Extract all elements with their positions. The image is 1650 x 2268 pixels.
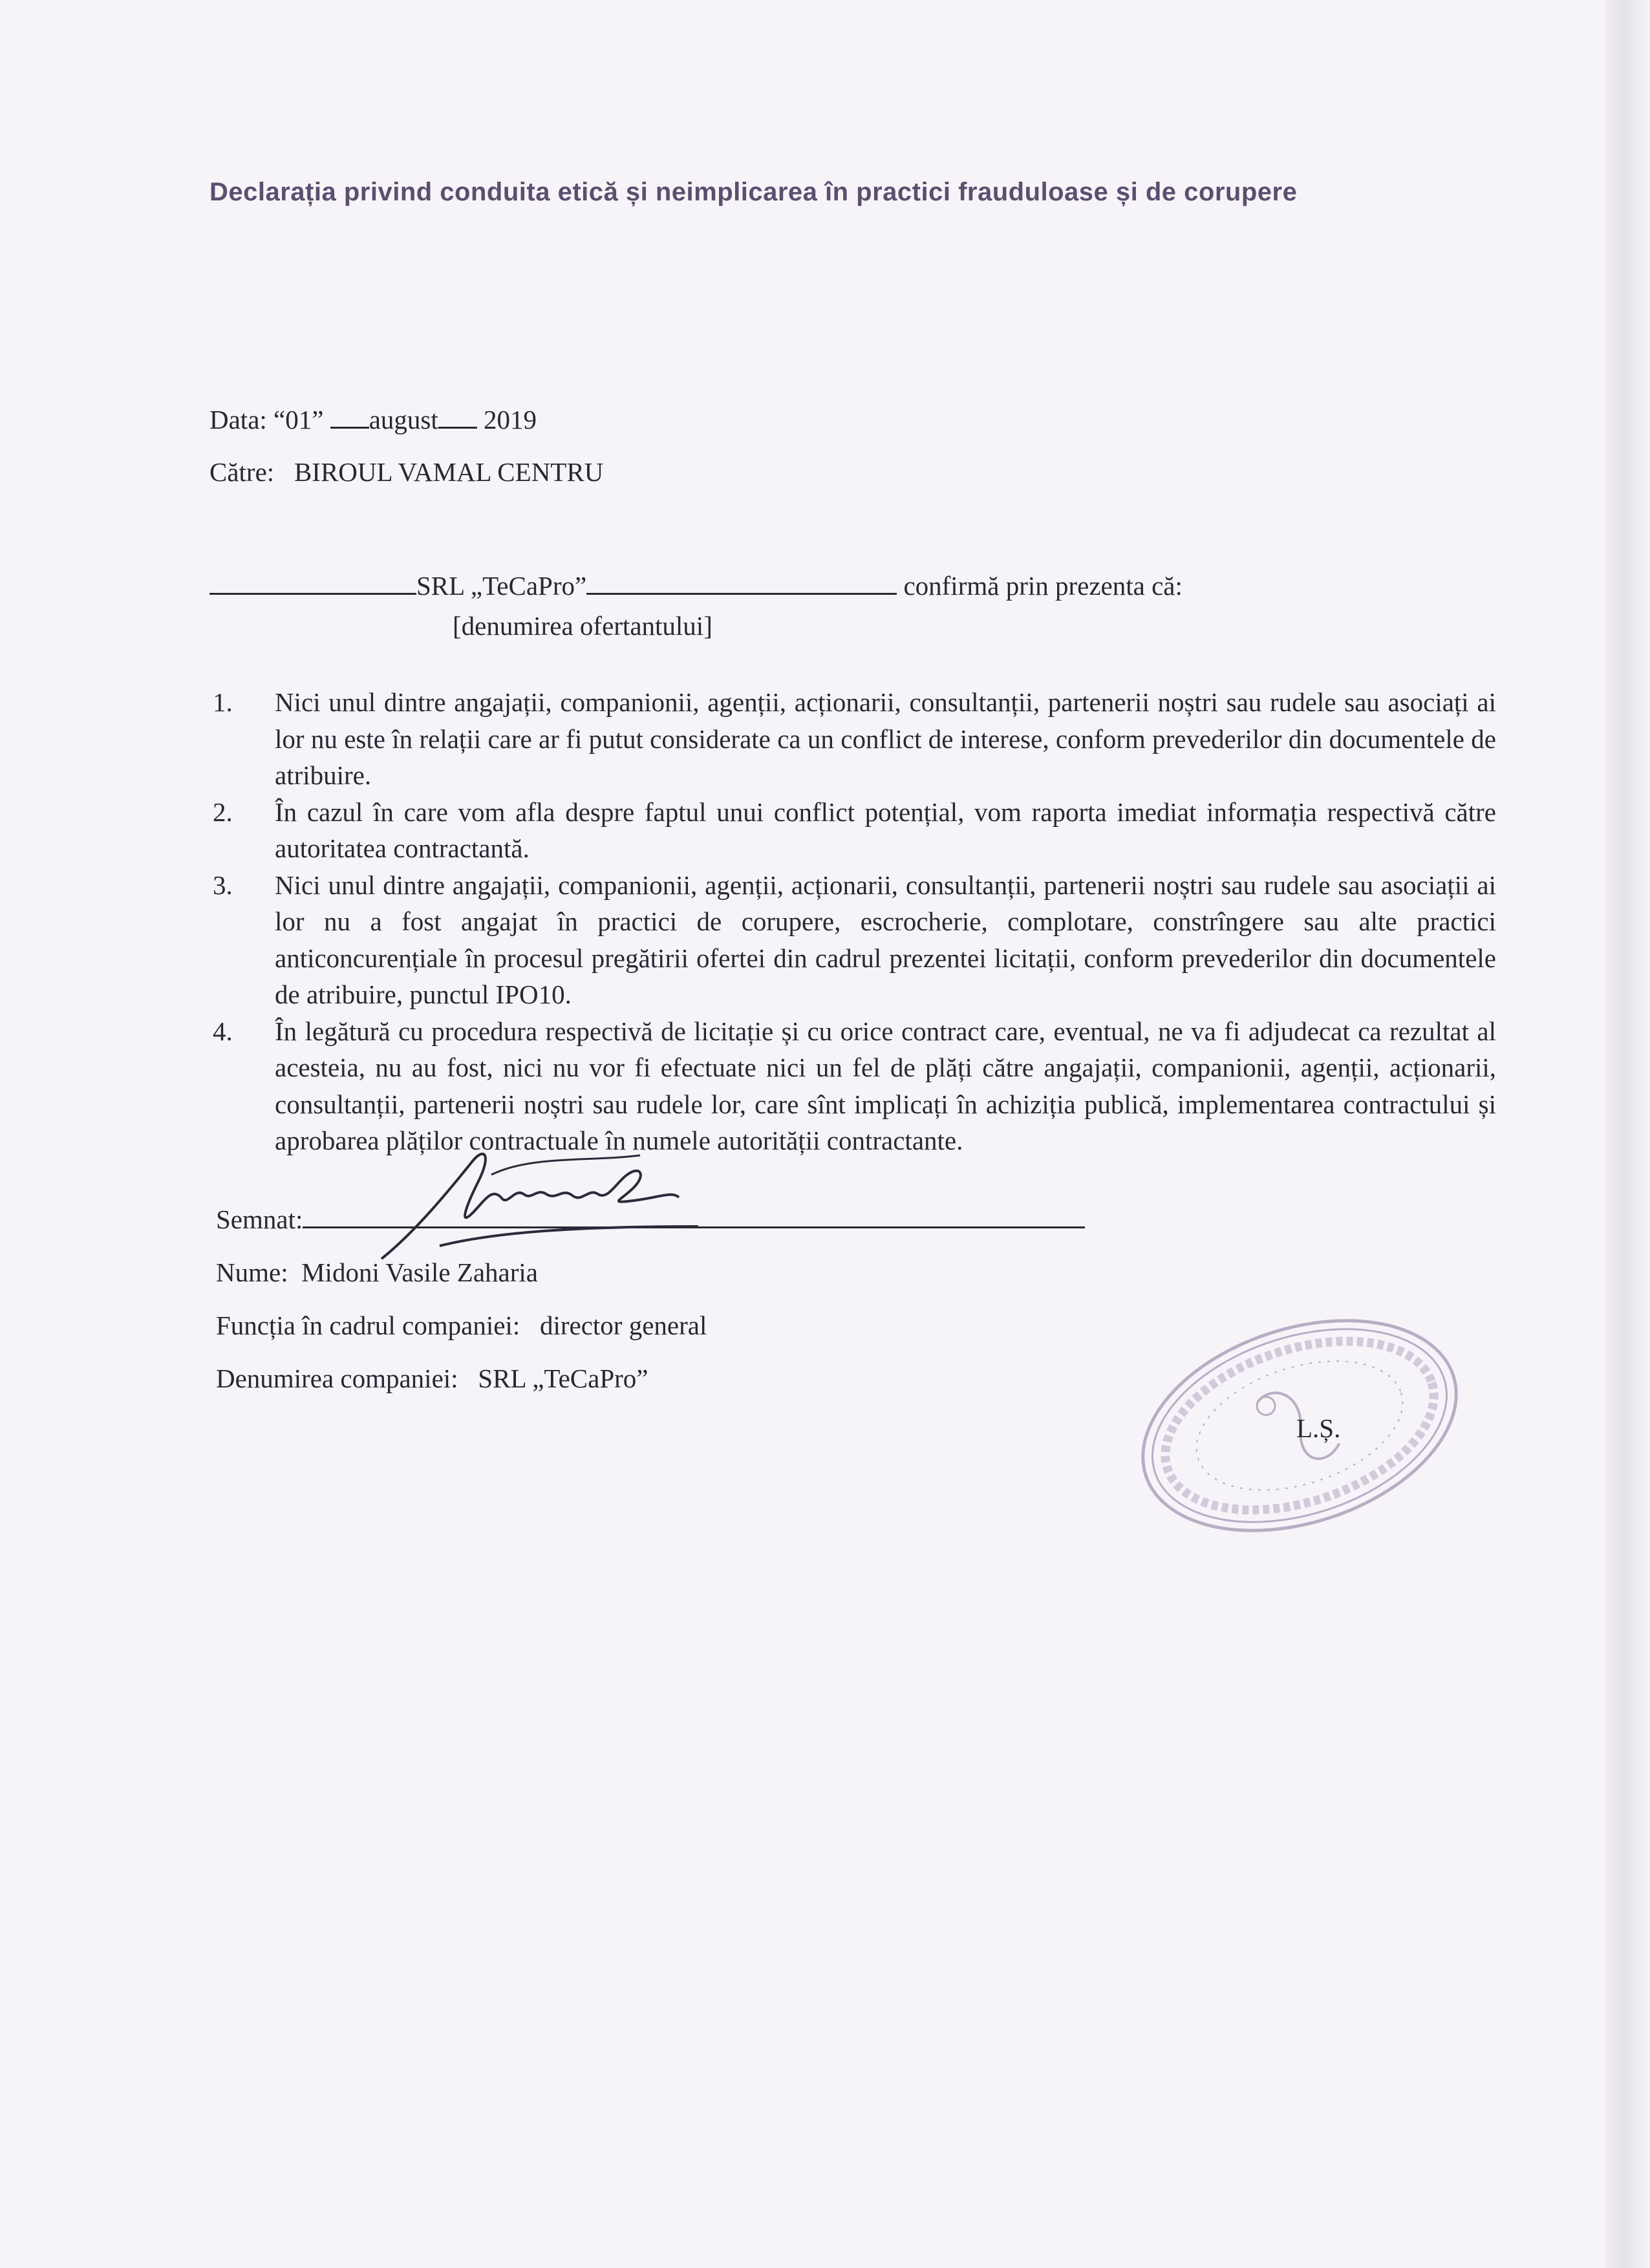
name-value: Midoni Vasile Zaharia xyxy=(301,1257,538,1287)
item-text: Nici unul dintre angajații, companionii, agenții, acționarii, consultanții, partenerii noștri sau rudele sau asociații ai lor nu a fost angajat în practici de corupere, escrocherie, complotare, constrîngere sau alte practici anticoncurențiale în procesul pregătirii ofertei din cadrul prezentei licitații, conform prevederilor din documentele de atribuire, punctul IPO10. xyxy=(275,870,1496,1009)
date-label: Data: “01” xyxy=(209,405,330,434)
item-number: 2. xyxy=(213,797,233,827)
date-year: 2019 xyxy=(477,405,537,434)
name-line xyxy=(216,1254,1496,1290)
recipient-label: Către: xyxy=(209,457,275,487)
item-text: Nici unul dintre angajații, companionii, agenții, acționarii, consultanții, partenerii noștri sau rudele sau asociați ai lor nu este în relații care ar fi putut considerate ca un conflict de interese, conform prevederilor din documentele de atribuire. xyxy=(275,687,1496,790)
bidder-line xyxy=(209,567,1183,604)
item-text: În cazul în care vom afla despre faptul unui conflict potențial, vom raporta imediat informația respectivă către autoritatea contractantă. xyxy=(275,797,1496,863)
list-item xyxy=(209,794,1496,867)
company-label: Denumirea companiei: xyxy=(216,1363,458,1393)
date-blank xyxy=(330,401,369,429)
signed-label: Semnat: xyxy=(216,1204,303,1234)
item-number: 3. xyxy=(213,870,233,900)
scanner-edge xyxy=(1605,0,1650,2268)
list-item xyxy=(209,867,1496,1013)
date-month: august xyxy=(369,405,438,434)
list-item xyxy=(209,1013,1496,1159)
list-item xyxy=(209,684,1496,794)
date-line xyxy=(209,401,537,438)
bidder-name: SRL „TeCaPro” xyxy=(416,571,587,601)
declaration-list xyxy=(209,684,1496,1159)
recipient-line xyxy=(209,454,603,490)
seal-mark: L.Ș. xyxy=(1296,1413,1341,1443)
bidder-blank xyxy=(209,567,416,595)
signed-line xyxy=(216,1201,1496,1237)
bidder-blank xyxy=(586,567,897,595)
item-number: 4. xyxy=(213,1016,233,1046)
name-label: Nume: xyxy=(216,1257,288,1287)
declaration-body xyxy=(209,684,1496,1396)
signature-blank xyxy=(303,1201,1085,1228)
bidder-hint: [denumirea ofertantului] xyxy=(453,611,712,641)
function-value: director general xyxy=(539,1310,707,1340)
function-label: Funcția în cadrul companiei: xyxy=(216,1310,520,1340)
item-text: În legătură cu procedura respectivă de licitație și cu orice contract care, eventual, ne va fi adjudecat ca rezultat al acesteia, nu au fost, nici nu vor fi efectuate nici un fel de plăți către angajații, companionii, agenții, acționarii, consultanții, partenerii noștri sau rudele lor, care sînt implicați în achiziția publică, implementarea contractului și aprobarea plăților contractuale în numele autorității contractante. xyxy=(275,1016,1496,1155)
company-value: SRL „TeCaPro” xyxy=(478,1363,648,1393)
document-title: Declarația privind conduita etică și neimplicarea în practici frauduloase și de corupere xyxy=(209,178,1298,206)
bidder-confirm: confirmă prin prezenta că: xyxy=(897,571,1183,601)
item-number: 1. xyxy=(213,687,233,717)
recipient-value: BIROUL VAMAL CENTRU xyxy=(294,457,604,487)
date-blank xyxy=(438,401,477,429)
